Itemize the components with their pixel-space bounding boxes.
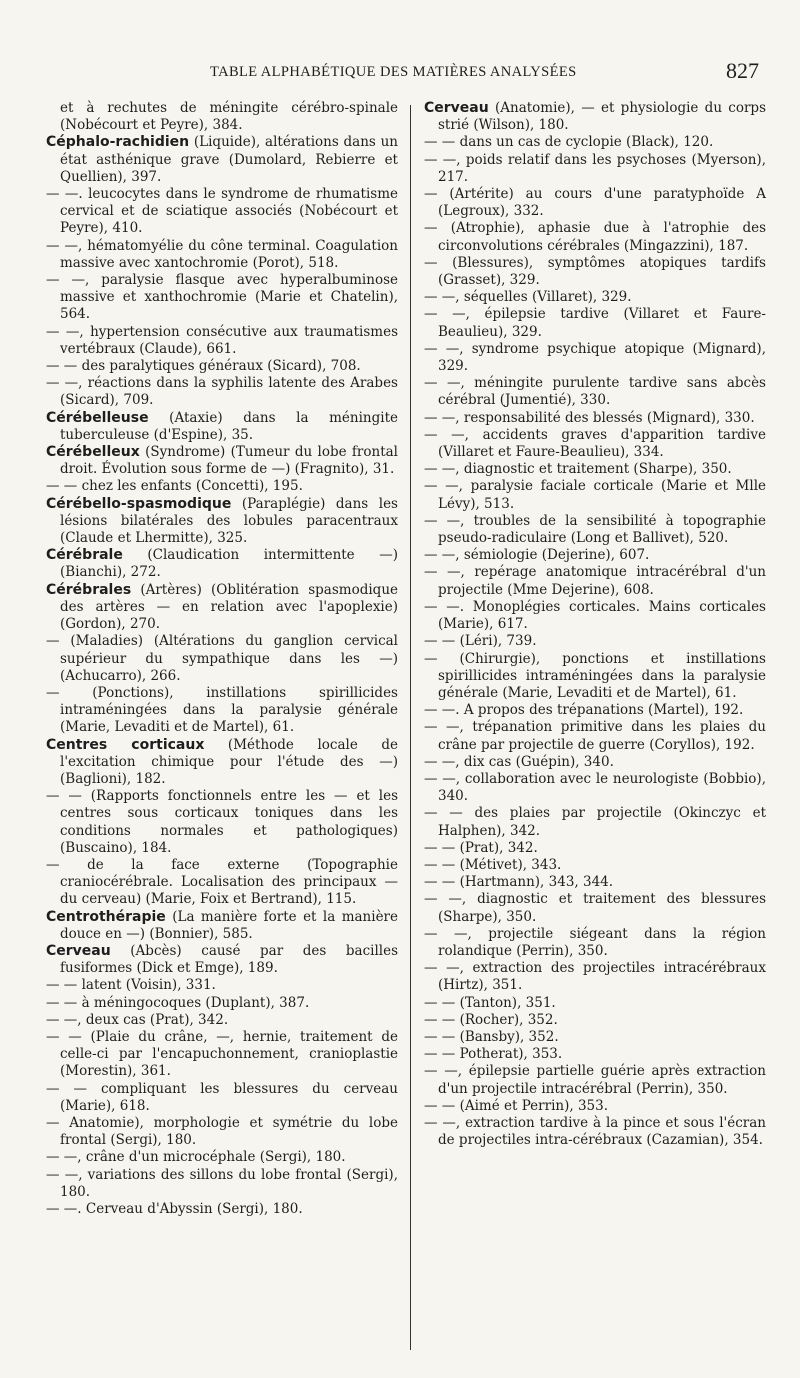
index-entry: — — (Plaie du crâne, —, hernie, traitement de celle-ci par l'encapuchonnement, cranioplastie (Morestin), 361.	[46, 1028, 398, 1080]
index-entry: — — (Léri), 739.	[424, 633, 537, 650]
index-entry: — — (Rapports fonctionnels entre les — et les centres sous corticaux toniques dans les conditions normales et pathologiques) (Buscaino), 184.	[46, 788, 398, 856]
index-entry: et à rechutes de méningite cérébro-spinale (Nobécourt et Peyre), 384.	[60, 100, 398, 134]
index-entry: — — latent (Voisin), 331.	[46, 977, 216, 994]
index-entry: — —, repérage anatomique intracérébral d'un projectile (Mme Dejerine), 608.	[424, 564, 766, 598]
index-entry: — — (Tanton), 351.	[424, 994, 556, 1011]
index-entry: — —, collaboration avec le neurologiste (Bobbio), 340.	[424, 770, 766, 805]
index-entry: — —, diagnostic et traitement des blessures (Sharpe), 350.	[424, 891, 766, 925]
index-entry: — —, réactions dans la syphilis latente des Arabes (Sicard), 709.	[46, 375, 398, 409]
index-entry: — — dans un cas de cyclopie (Black), 120.	[424, 134, 714, 151]
index-entry: — — (Hartmann), 343, 344.	[424, 874, 614, 891]
index-entry: — —, sémiologie (Dejerine), 607.	[424, 547, 650, 564]
page-number: 827	[726, 58, 759, 83]
index-entry: — —, extraction tardive à la pince et sous l'écran de projectiles intra-cérébraux (Cazamian), 354.	[424, 1114, 766, 1149]
index-entry: — —, paralysie flasque avec hyperalbuminose massive et xanthochromie (Marie et Chatelin), 564.	[46, 272, 398, 323]
index-entry: Cérébrales (Artères) (Oblitération spasmodique des artères — en relation avec l'apoplexie) (Gordon), 270.	[46, 581, 398, 633]
index-entry: — —, accidents graves d'apparition tardive (Villaret et Faure-Beaulieu), 334.	[424, 426, 766, 461]
index-entry: — de la face externe (Topographie craniocérébrale. Localisation des principaux — du cerveau) (Marie, Foix et Bertrand), 115.	[46, 856, 398, 908]
index-entry: — —, diagnostic et traitement (Sharpe), 350.	[424, 461, 732, 478]
index-entry: — — (Aimé et Perrin), 353.	[424, 1097, 608, 1114]
index-entry: — — chez les enfants (Concetti), 195.	[46, 478, 303, 495]
index-entry: — — (Bansby), 352.	[424, 1028, 559, 1045]
running-header	[0, 58, 800, 92]
index-entry: Cerveau (Anatomie), — et physiologie du corps strié (Wilson), 180.	[424, 100, 766, 134]
index-entry: Centrothérapie (La manière forte et la manière douce en —) (Bonnier), 585.	[46, 908, 398, 942]
index-entry: — —, méningite purulente tardive sans abcès cérébral (Jumentié), 330.	[424, 375, 766, 409]
index-entry: — —. Cerveau d'Abyssin (Sergi), 180.	[46, 1201, 303, 1217]
index-entry: — — (Rocher), 352.	[424, 1011, 558, 1028]
index-entry: — (Maladies) (Altérations du ganglion cervical supérieur du sympathique dans les —) (Achucarro), 266.	[46, 633, 398, 684]
index-entry: — (Ponctions), instillations spirillicides intraméningées dans la paralysie générale (Marie, Levaditi et de Martel), 61.	[46, 684, 398, 736]
index-entry: — — des plaies par projectile (Okinczyc et Halphen), 342.	[424, 805, 766, 839]
index-entry: — —, crâne d'un microcéphale (Sergi), 180.	[46, 1149, 346, 1166]
index-entry: — —, poids relatif dans les psychoses (Myerson), 217.	[424, 151, 766, 185]
index-entry: — (Atrophie), aphasie due à l'atrophie des circonvolutions cérébrales (Mingazzini), 187.	[424, 220, 766, 254]
index-entry: — —, variations des sillons du lobe frontal (Sergi), 180.	[46, 1166, 398, 1200]
index-entry: — — (Prat), 342.	[424, 839, 538, 856]
index-entry: — —, dix cas (Guépin), 340.	[424, 753, 614, 770]
index-entry: — (Artérite) au cours d'une paratyphoïde A (Legroux), 332.	[424, 186, 766, 220]
column-divider	[410, 105, 411, 1350]
index-entry: — —, hypertension consécutive aux traumatismes vertébraux (Claude), 661.	[46, 323, 398, 357]
index-entry: — — compliquant les blessures du cerveau (Marie), 618.	[46, 1080, 398, 1114]
right-column	[424, 100, 766, 1149]
index-entry: — — Potherat), 353.	[424, 1046, 563, 1063]
index-entry: — —, projectile siégeant dans la région rolandique (Perrin), 350.	[424, 925, 766, 959]
index-entry: Cerveau (Abcès) causé par des bacilles fusiformes (Dick et Emge), 189.	[46, 942, 398, 977]
index-entry: Céphalo-rachidien (Liquide), altérations dans un état asthénique grave (Dumolard, Rebierre et Quellien), 397.	[46, 134, 398, 185]
index-entry: — (Blessures), symptômes atopiques tardifs (Grasset), 329.	[424, 254, 766, 289]
index-entry: — —, épilepsie partielle guérie après extraction d'un projectile intracérébral (Perrin), 350.	[424, 1063, 766, 1097]
index-entry: — —, extraction des projectiles intracérébraux (Hirtz), 351.	[424, 960, 766, 994]
index-entry: — — des paralytiques généraux (Sicard), 708.	[46, 358, 361, 375]
index-entry: — —, séquelles (Villaret), 329.	[424, 289, 632, 306]
index-entry: — —, épilepsie tardive (Villaret et Faure-Beaulieu), 329.	[424, 306, 766, 340]
index-entry: — —, troubles de la sensibilité à topographie pseudo-radiculaire (Long et Ballivet), 520.	[424, 512, 766, 547]
index-entry: — (Chirurgie), ponctions et instillations spirillicides intraméningées dans la paralysie générale (Marie, Levaditi et de Martel), 61.	[424, 650, 766, 701]
header-title: TABLE ALPHABÉTIQUE DES MATIÈRES ANALYSÉES	[210, 64, 577, 80]
index-entry: — —, hématomyélie du cône terminal. Coagulation massive avec xantochromie (Porot), 518.	[46, 237, 398, 271]
index-entry: Cérébelleuse (Ataxie) dans la méningite tuberculeuse (d'Espine), 35.	[46, 409, 398, 443]
index-entry: — —, trépanation primitive dans les plaies du crâne par projectile de guerre (Coryllos), 192.	[424, 719, 766, 753]
left-column	[46, 100, 398, 1218]
index-entry: — —. leucocytes dans le syndrome de rhumatisme cervical et de sciatique associés (Nobécourt et Peyre), 410.	[46, 186, 398, 237]
index-entry: — —, paralysie faciale corticale (Marie et Mlle Lévy), 513.	[424, 478, 766, 512]
index-entry: — — à méningocoques (Duplant), 387.	[46, 994, 310, 1011]
index-entry: Cérébello-spasmodique (Paraplégie) dans les lésions bilatérales des lobules paracentraux (Claude et Lhermitte), 325.	[46, 495, 398, 547]
index-entry: — —, responsabilité des blessés (Mignard), 330.	[424, 409, 755, 426]
index-entry: — Anatomie), morphologie et symétrie du lobe frontal (Sergi), 180.	[46, 1114, 398, 1149]
index-entry: — —. A propos des trépanations (Martel), 192.	[424, 702, 744, 719]
index-entry: — — (Métivet), 343.	[424, 856, 562, 873]
index-entry: — —. Monoplégies corticales. Mains corticales (Marie), 617.	[424, 598, 766, 633]
index-entry: Centres corticaux (Méthode locale de l'excitation chimique pour l'étude des —) (Baglioni), 182.	[46, 736, 399, 787]
index-entry: Cérébelleux (Syndrome) (Tumeur du lobe frontal droit. Évolution sous forme de —) (Fragnito), 31.	[46, 444, 398, 478]
index-entry: — —, syndrome psychique atopique (Mignard), 329.	[424, 340, 766, 375]
index-entry: Cérébrale (Claudication intermittente —) (Bianchi), 272.	[46, 547, 398, 581]
index-entry: — —, deux cas (Prat), 342.	[46, 1011, 229, 1028]
